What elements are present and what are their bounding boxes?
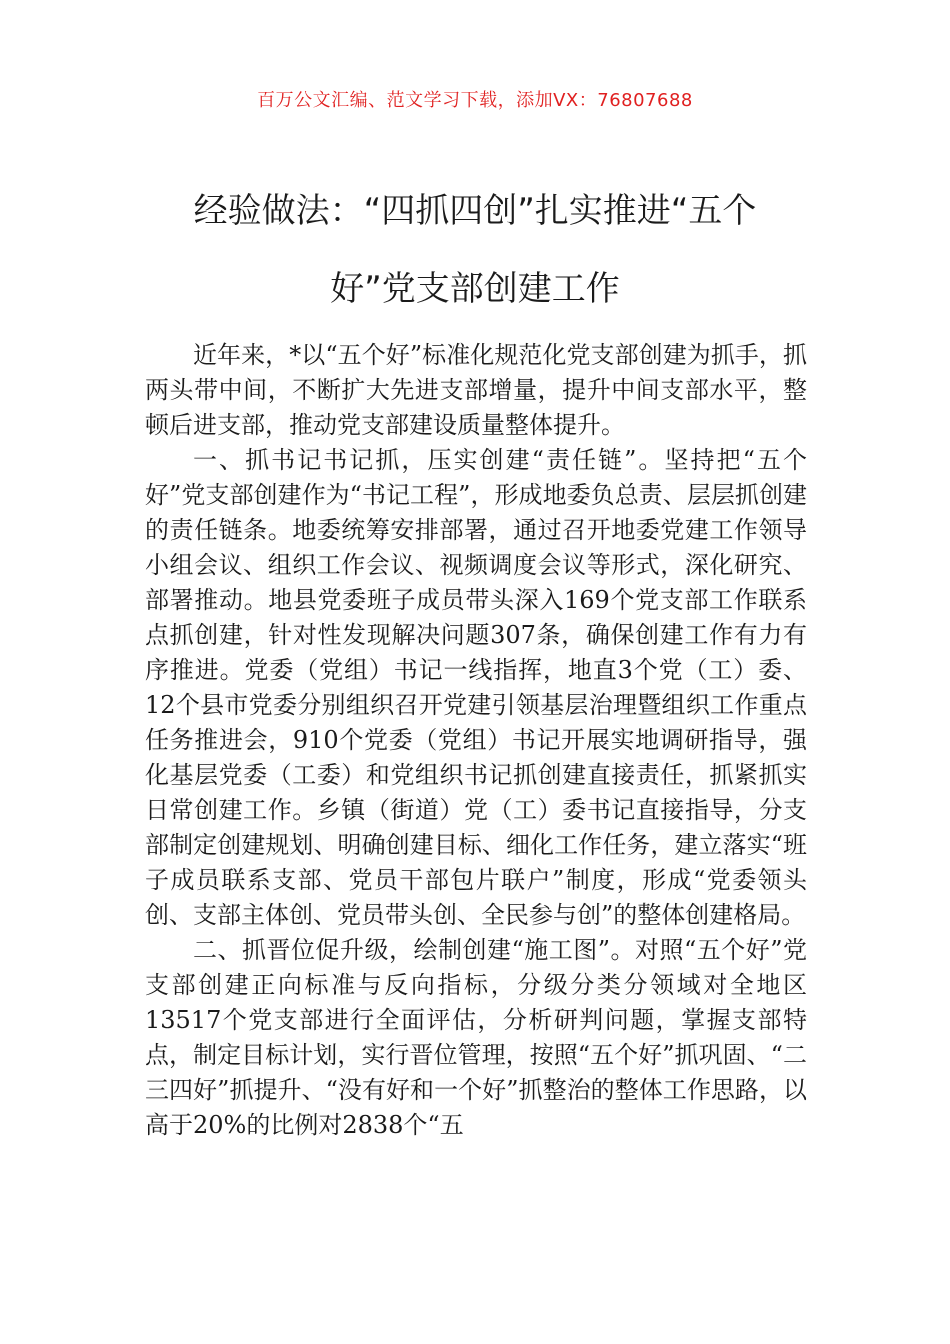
title-line-2: 好”党支部创建工作 [330,269,620,309]
title-line-1: 经验做法：“四抓四创”扎实推进“五个 [193,191,757,231]
paragraph-section-2: 二、抓晋位促升级，绘制创建“施工图”。对照“五个好”党支部创建正向标准与反向指标，分级分类分领域对全地区13517个党支部进行全面评估，分析研判问题，掌握支部特点，制定目标计划，实行晋位管理，按照“五个好”抓巩固、“二三四好”抓提升、“没有好和一个好”抓整治的整体工作思路，以高于20%的比例对2838个“五 [145,936,807,1139]
header-watermark-note: 百万公文汇编、范文学习下载，添加VX：76807688 [257,90,693,111]
document-title [120,172,830,328]
paragraph-section-1: 一、抓书记书记抓，压实创建“责任链”。坚持把“五个好”党支部创建作为“书记工程”，形成地委负总责、层层抓创建的责任链条。地委统筹安排部署，通过召开地委党建工作领导小组会议、组织工作会议、视频调度会议等形式，深化研究、部署推动。地县党委班子成员带头深入169个党支部工作联系点抓创建，针对性发现解决问题307条，确保创建工作有力有序推进。党委（党组）书记一线指挥，地直3个党（工）委、12个县市党委分别组织召开党建引领基层治理暨组织工作重点任务推进会，910个党委（党组）书记开展实地调研指导，强化基层党委（工委）和党组织书记抓创建直接责任，抓紧抓实日常创建工作。乡镇（街道）党（工）委书记直接指导，分支部制定创建规划、明确创建目标、细化工作任务，建立落实“班子成员联系支部、党员干部包片联户”制度，形成“党委领头创、支部主体创、党员带头创、全民参与创”的整体创建格局。 [145,446,807,929]
paragraph-intro: 近年来，*以“五个好”标准化规范化党支部创建为抓手，抓两头带中间，不断扩大先进支部增量，提升中间支部水平，整顿后进支部，推动党支部建设质量整体提升。 [145,341,807,439]
document-body [145,338,807,1143]
